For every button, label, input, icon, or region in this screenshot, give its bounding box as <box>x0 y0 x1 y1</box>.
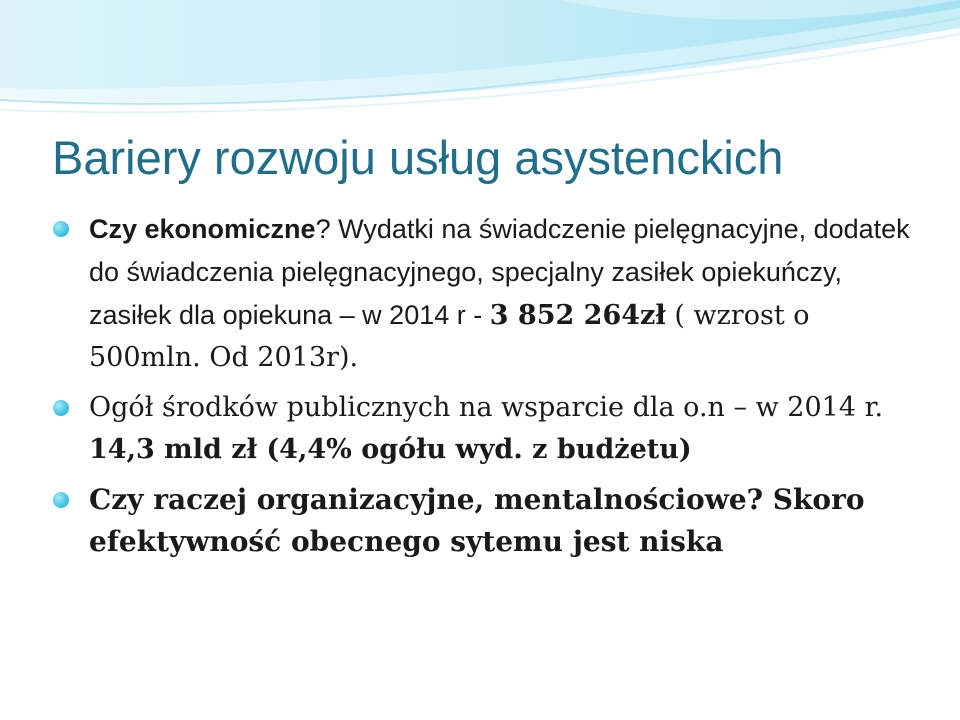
bullet-lead: Czy ekonomiczne <box>89 214 316 244</box>
bullet-text: ? Wydatki na świadczenie pielęgnacyjne, dodatek do świadczenia pielęgnacyjnego, specjalny zasiłek opiekuńczy, zasiłek dla opiekuna – w 2014 r - <box>89 214 910 330</box>
bullet-amount: 3 852 264zł <box>489 300 666 331</box>
bullet-tail: ( wzrost o 500mln. Od 2013r). <box>89 300 810 373</box>
bullet-dot-icon <box>53 400 69 416</box>
bullet-text: Czy raczej organizacyjne, mentalnościowe? Skoro efektywność obecnego sytemu jest niska <box>89 483 865 558</box>
bullet-dot-icon <box>53 221 69 237</box>
bullet-text: Ogół środków publicznych na wsparcie dla o.n – w 2014 r. <box>89 392 884 423</box>
bullet-dot-icon <box>53 492 69 508</box>
bullet-public-funds <box>0 387 960 471</box>
header-wave-decoration <box>0 0 960 130</box>
bullet-list <box>0 208 960 571</box>
bullet-amount: 14,3 mld zł (4,4% ogółu wyd. z budżetu) <box>89 434 692 465</box>
bullet-economic <box>0 208 960 379</box>
slide-title: Bariery rozwoju usług asystenckich <box>52 131 784 184</box>
bullet-organizational <box>0 479 960 563</box>
